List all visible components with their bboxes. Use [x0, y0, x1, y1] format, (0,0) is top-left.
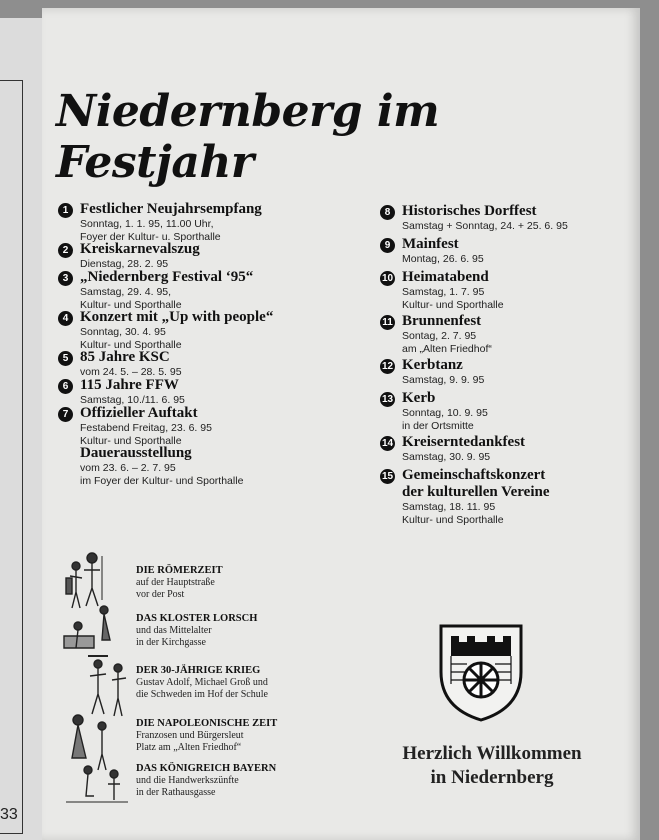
event-number-badge: 10 [381, 273, 394, 284]
scene-item [136, 612, 257, 649]
event-title: 115 Jahre FFW [80, 377, 179, 393]
event-detail: Samstag + Sonntag, 24. + 25. 6. 95 [402, 220, 568, 232]
event-item [380, 203, 630, 236]
scene-detail: in der Rathausgasse [136, 787, 216, 798]
event-item [58, 405, 378, 445]
event-number-badge: 13 [381, 394, 394, 405]
event-title: Gemeinschaftskonzert [402, 467, 546, 483]
event-title: Kreiskarnevalszug [80, 241, 200, 257]
event-item [380, 313, 630, 357]
event-detail: Samstag, 29. 4. 95, [80, 286, 172, 298]
event-detail: Kultur- und Sporthalle [80, 435, 182, 447]
coat-of-arms-icon [437, 622, 525, 722]
welcome-line: Herzlich Willkommen [402, 743, 582, 764]
event-item [380, 357, 630, 390]
event-title: „Niedernberg Festival ‘95“ [80, 269, 254, 285]
event-item [58, 377, 378, 405]
event-number-badge: 3 [58, 271, 73, 286]
event-number-badge: 7 [58, 407, 73, 422]
brochure-page [42, 8, 640, 840]
event-item [58, 241, 378, 269]
exhibition-item [58, 445, 378, 485]
scene-detail: auf der Hauptstraße [136, 577, 215, 588]
event-item [58, 349, 378, 377]
event-number-badge: 5 [58, 351, 73, 366]
event-item [58, 309, 378, 349]
event-detail: Kultur- und Sporthalle [80, 339, 182, 351]
scene-title: DIE NAPOLEONISCHE ZEIT [136, 718, 278, 729]
event-title: 85 Jahre KSC [80, 349, 170, 365]
event-number-badge: 1 [58, 203, 73, 218]
event-detail: Samstag, 9. 9. 95 [402, 374, 485, 386]
previous-page-edge [0, 18, 45, 840]
event-title: Historisches Dorffest [402, 203, 537, 219]
scene-detail: und das Mittelalter [136, 625, 212, 636]
scene-detail: Franzosen und Bürgersleut [136, 730, 244, 741]
page-title: Niedernberg im Festjahr [56, 86, 440, 188]
event-number-badge: 6 [58, 379, 73, 394]
event-number-badge: 11 [380, 315, 395, 330]
event-detail: Kultur- und Sporthalle [402, 514, 504, 526]
event-number-badge: 8 [380, 205, 395, 220]
scene-item [136, 564, 223, 601]
event-detail: Montag, 26. 6. 95 [402, 253, 484, 265]
scene-title: DAS KÖNIGREICH BAYERN [136, 763, 277, 774]
event-detail: Samstag, 18. 11. 95 [402, 501, 496, 513]
scene-title: DIE RÖMERZEIT [136, 565, 223, 576]
event-detail: Sontag, 2. 7. 95 [402, 330, 477, 342]
exhibition-scenes [58, 548, 388, 808]
event-detail: am „Alten Friedhof“ [402, 343, 492, 355]
previous-page-frame [0, 80, 23, 834]
scene-detail: die Schweden im Hof der Schule [136, 689, 268, 700]
scene-detail: in der Kirchgasse [136, 637, 206, 648]
event-detail: Kultur- und Sporthalle [402, 299, 504, 311]
event-title: Heimatabend [402, 269, 489, 285]
historical-figures-illustration [58, 548, 136, 810]
previous-page-number: 33 [0, 806, 18, 823]
event-detail: Festabend Freitag, 23. 6. 95 [80, 422, 212, 434]
event-number-badge: 12 [381, 361, 394, 372]
events-left-column [58, 201, 378, 485]
event-number-badge: 15 [381, 471, 394, 482]
event-item [380, 236, 630, 269]
welcome-line: in Niedernberg [430, 767, 554, 788]
scene-title: DAS KLOSTER LORSCH [136, 613, 258, 624]
events-right-column [380, 203, 630, 526]
exhibition-title: Dauerausstellung [80, 445, 192, 461]
event-detail: in der Ortsmitte [402, 420, 474, 432]
event-title: Festlicher Neujahrsempfang [80, 201, 262, 217]
event-title: Konzert mit „Up with people“ [80, 309, 274, 325]
event-number-badge: 2 [58, 243, 73, 258]
event-number-badge: 4 [58, 311, 73, 326]
scene-item [136, 664, 268, 701]
scene-item [136, 717, 277, 754]
event-detail: Samstag, 10./11. 6. 95 [80, 394, 185, 406]
event-title: Kerbtanz [402, 357, 463, 373]
scene-detail: Platz am „Alten Friedhof“ [136, 742, 242, 753]
scene-title: DER 30-JÄHRIGE KRIEG [136, 665, 261, 676]
event-item [380, 269, 630, 313]
event-title: Mainfest [402, 236, 459, 252]
event-number-badge: 14 [381, 438, 394, 449]
scene-detail: und die Handwerkszünfte [136, 775, 239, 786]
exhibition-detail: im Foyer der Kultur- und Sporthalle [80, 475, 244, 487]
event-detail: Sonntag, 30. 4. 95 [80, 326, 166, 338]
exhibition-detail: vom 23. 6. – 2. 7. 95 [80, 462, 176, 474]
event-item [58, 201, 378, 241]
event-title: Kerb [402, 390, 436, 406]
event-title: Kreiserntedankfest [402, 434, 526, 450]
event-detail: Samstag, 30. 9. 95 [402, 451, 491, 463]
event-detail: Sonntag, 1. 1. 95, 11.00 Uhr, [80, 218, 214, 230]
scene-detail: vor der Post [136, 589, 185, 600]
event-item [380, 434, 630, 467]
event-number-badge: 9 [380, 238, 395, 253]
event-detail: Samstag, 1. 7. 95 [402, 286, 485, 298]
event-detail: Foyer der Kultur- u. Sporthalle [80, 231, 221, 243]
event-item [380, 467, 630, 526]
welcome-text [379, 742, 605, 790]
event-item [58, 269, 378, 309]
scene-item [136, 762, 276, 799]
scene-detail: Gustav Adolf, Michael Groß und [136, 677, 268, 688]
event-detail: vom 24. 5. – 28. 5. 95 [80, 366, 182, 378]
event-title: Brunnenfest [402, 313, 482, 329]
event-detail: Sonntag, 10. 9. 95 [402, 407, 488, 419]
event-title: Offizieller Auftakt [80, 405, 198, 421]
event-detail: Kultur- und Sporthalle [80, 299, 182, 311]
event-item [380, 390, 630, 434]
event-detail: Dienstag, 28. 2. 95 [80, 258, 169, 270]
event-title-continued: der kulturellen Vereine [402, 484, 550, 500]
